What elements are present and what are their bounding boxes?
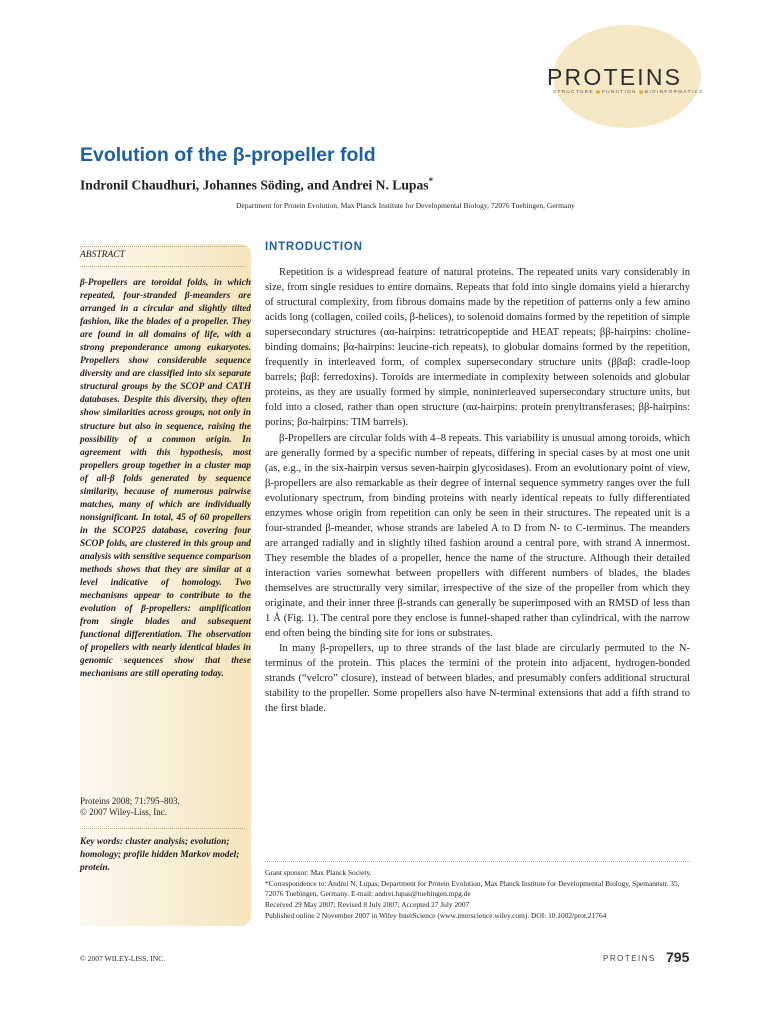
keywords-text: cluster analysis; evolution; homology; profile hidden Markov model; protein. [80,837,240,873]
footnotes [265,868,693,922]
tagline-dot-icon [639,90,643,94]
introduction-heading: INTRODUCTION [265,241,363,253]
published-note: Published online 2 November 2007 in Wiley InterScience (www.interscience.wiley.com). DOI: 10.1002/prot.21764 [265,910,607,920]
journal-logo-tagline [553,89,704,94]
grant-note: Grant sponsor: Max Planck Society. [265,868,372,877]
abstract-heading: ABSTRACT [80,250,125,260]
tagline-bioinformatics: BIOINFORMATICS [644,89,704,94]
page-number: 795 [666,949,690,965]
copyright-line: © 2007 Wiley-Liss, Inc. [80,807,168,817]
footer-copyright: © 2007 WILEY-LISS, INC. [80,954,166,963]
intro-paragraph: β-Propellers are circular folds with 4–8 repeats. This variability is unusual among toroids, which are generally formed by a specific number of repeats, differing in special cases by at most one unit (as, e.g., in the six-hairpin versus seven-hairpin glycosidases). From an evolutionary point of view, β-propellers are also remarkable as their degree of internal sequence symmetry ranges over the full evolutionary spectrum, from binding proteins with nearly identical repeats to fully differentiated enzymes whose origin from repetition can only be seen in their structures. The repeated unit is a four-stranded β-meander, whose strands are labeled A to D from N- to C-terminus. The meanders are arranged radially and in slightly tilted fashion around a central pore, with strand A innermost. They resemble the blades of a propeller, hence the name of the structure. Although their detailed interaction varies somewhat between propellers with different numbers of blades, the blades themselves are structurally very similar, irrespective of the size of the propeller from which they originate, and their inner three β-strands can generally be superimposed with an RMSD of less than 1 Å (Fig. 1). The central pore they enclose is funnel-shaped rather than cylindrical, with the narrow end often being the binding site for ions or substrates. [265,432,690,640]
abstract-heading-rule [80,266,245,267]
intro-paragraph: Repetition is a widespread feature of natural proteins. The repeated units vary considerably in size, from single residues to entire domains. Repeats that fold into single domains yield a hierarchy of structural complexity, from fibrous domains made by the repetition of patterns only a few amino acids long (collagen, coiled coils, β-helices), to solenoid domains formed by the repetition of simple supersecondary structures (αα-hairpins: tetratricopeptide and HEAT repeats; ββ-hairpins: choline-binding domains; βα-hairpins: leucine-rich repeats), to globular domains formed by the repetition, frequently in interleaved form, of complex supersecondary structure units (ββαβ: cradle-loop barrels; βαβ: ferredoxins). Toroids are intermediate in complexity between solenoids and globular proteins, as they are usually formed by simple, noninterleaved supersecondary structure units, but fold into a closed, rather than open structure (αα-hairpins: protein prenyltransferases; ββ-hairpins: porins; βα-hairpins: TIM barrels). [265,267,690,429]
article-affiliation: Department for Protein Evolution, Max Planck Institute for Developmental Biology, 72076 Tuebingen, Germany [236,201,575,210]
author-mark: * [428,176,434,186]
correspondence-note: *Correspondence to: Andrei N. Lupas, Department for Protein Evolution, Max Planck Institute for Developmental Biology, Spemannstr. 35, 72076 Tuebingen, Germany. E-mail: andrei.lupas@tuebingen.mpg.de [265,878,680,899]
author-names: Indronil Chaudhuri, Johannes Söding, and Andrei N. Lupas [80,177,429,193]
tagline-dot-icon [596,90,600,94]
article-title: Evolution of the β-propeller fold [80,144,376,166]
journal-logo-word: PROTEINS [547,64,683,90]
keywords-rule [80,828,245,829]
abstract-citation [80,796,251,818]
footer-journal: PROTEINS [603,954,656,963]
tagline-structure: STRUCTURE [553,89,594,94]
keywords-label: Key words: [80,837,123,847]
citation-line: Proteins 2008; 71:795–803. [80,796,180,806]
abstract-top-rule [80,246,245,247]
article-authors [80,176,433,194]
introduction-body [265,265,690,716]
footnote-rule [265,861,690,862]
abstract-text: β-Propellers are toroidal folds, in which repeated, four-stranded β-meanders are arranged in a circular and slightly tilted fashion, like the blades of a propeller. They are found in all domains of life, with a strong preponderance among eukaryotes. Propellers show considerable sequence diversity and are classified into six separate structural groups by the SCOP and CATH databases. Despite this diversity, they often show similarities across groups, not only in structure but also in sequence, raising the possibility of a common origin. In agreement with this hypothesis, most propellers group together in a cluster map of all-β folds generated by sequence similarity, because of numerous pairwise matches, many of which are individually nonsignificant. In total, 45 of 60 propellers in the SCOP25 database, covering four SCOP folds, are clustered in this group and analysis with sensitive sequence comparison methods shows that they are similar at a level indicative of homology. Two mechanisms appear to contribute to the evolution of β-propellers: amplification from single blades and subsequent functional differentiation. The observation of propellers with nearly identical blades in genomic sequences show that these mechanisms are still operating today. [80,278,251,680]
tagline-function: FUNCTION [601,89,637,94]
dates-note: Received 29 May 2007; Revised 8 July 2007; Accepted 27 July 2007 [265,900,470,910]
intro-paragraph: In many β-propellers, up to three strands of the last blade are circularly permuted to the N-terminus of the protein. This places the termini of the protein into adjacent, hydrogen-bonded strands (“velcro” closure), instead of between blades, and presumably confers additional structural stability to the propeller. Some propellers also have N-terminal extensions that add a fifth strand to the first blade. [265,643,690,715]
keywords [80,836,251,875]
